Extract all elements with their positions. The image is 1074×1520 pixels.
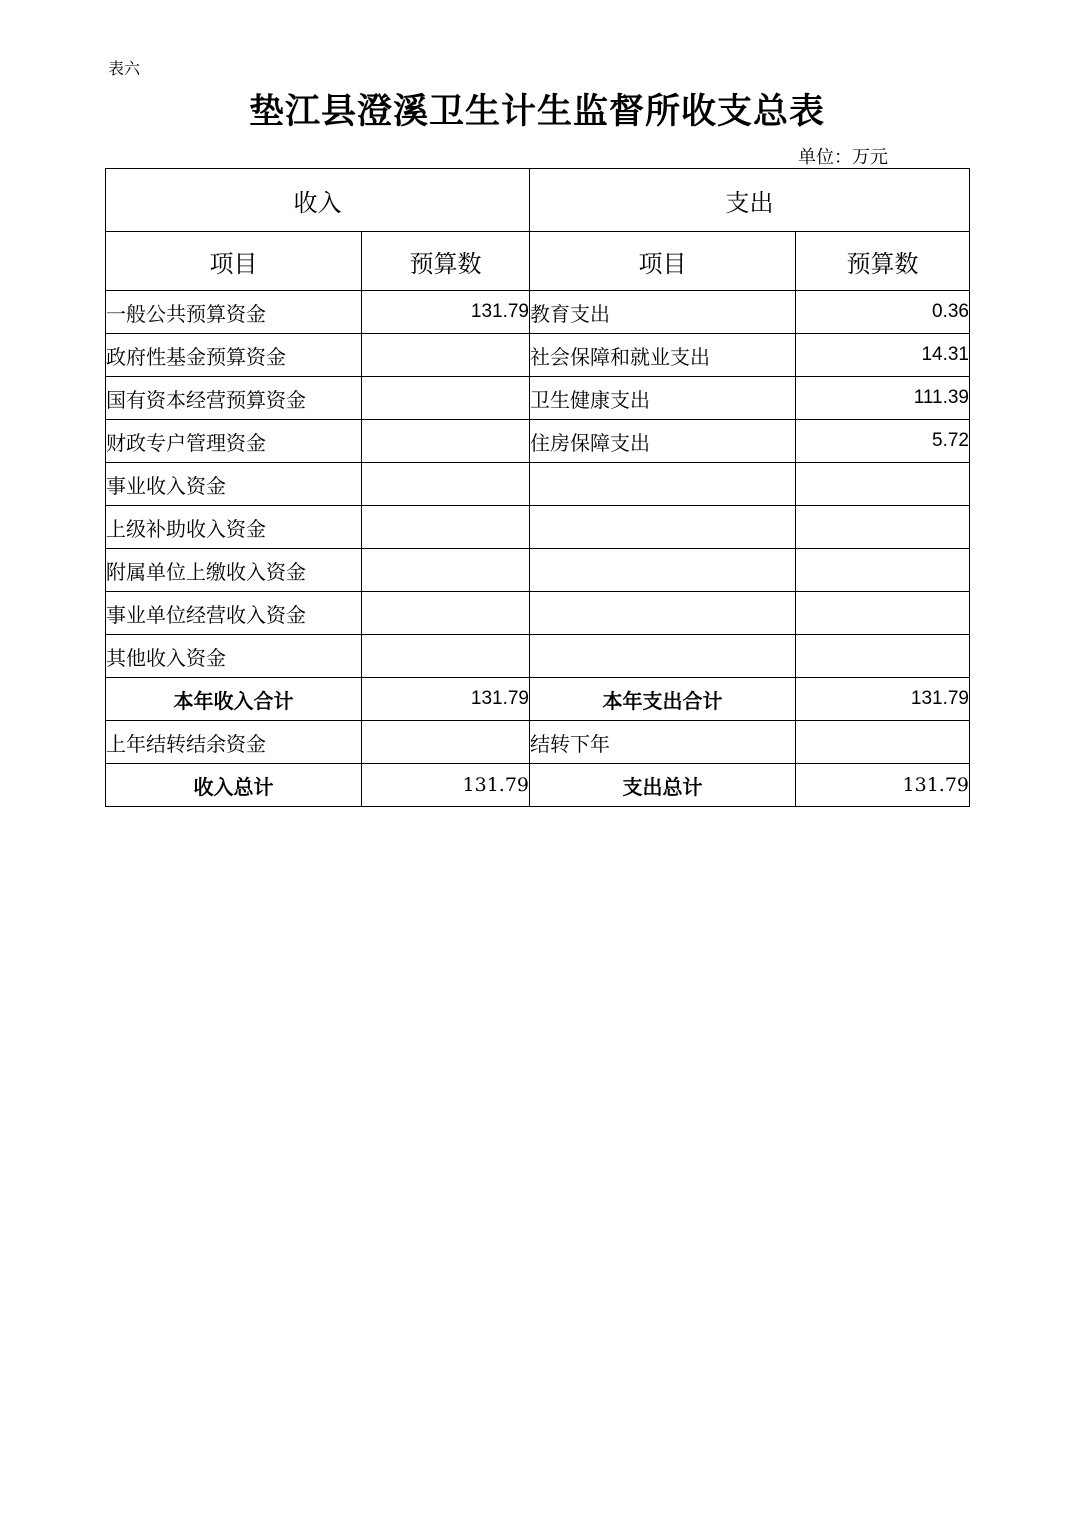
table-row bbox=[106, 506, 970, 549]
income-value-cell bbox=[362, 549, 530, 592]
income-grand-total-label: 收入总计 bbox=[106, 764, 362, 807]
income-value-cell bbox=[362, 592, 530, 635]
prior-year-carryover-value bbox=[362, 721, 530, 764]
expense-section-header: 支出 bbox=[530, 169, 970, 232]
expense-item-cell: 教育支出 bbox=[530, 291, 796, 334]
income-item-cell: 事业单位经营收入资金 bbox=[106, 592, 362, 635]
expense-item-cell: 社会保障和就业支出 bbox=[530, 334, 796, 377]
expense-item-cell bbox=[530, 592, 796, 635]
carry-to-next-year-label: 结转下年 bbox=[530, 721, 796, 764]
income-value-cell: 131.79 bbox=[362, 291, 530, 334]
income-value-cell bbox=[362, 377, 530, 420]
income-item-cell: 事业收入资金 bbox=[106, 463, 362, 506]
income-item-column-header: 项目 bbox=[106, 232, 362, 291]
table-row bbox=[106, 420, 970, 463]
table-row bbox=[106, 635, 970, 678]
income-section-header: 收入 bbox=[106, 169, 530, 232]
carryover-row bbox=[106, 721, 970, 764]
column-header-row bbox=[106, 232, 970, 291]
expense-value-cell: 0.36 bbox=[796, 291, 970, 334]
year-expense-total-value: 131.79 bbox=[796, 678, 970, 721]
table-row bbox=[106, 377, 970, 420]
expense-item-column-header: 项目 bbox=[530, 232, 796, 291]
expense-value-cell bbox=[796, 635, 970, 678]
revenue-expenditure-table bbox=[105, 168, 970, 807]
expense-item-cell bbox=[530, 506, 796, 549]
income-value-cell bbox=[362, 420, 530, 463]
income-value-cell bbox=[362, 463, 530, 506]
expense-value-cell: 111.39 bbox=[796, 377, 970, 420]
income-item-cell: 附属单位上缴收入资金 bbox=[106, 549, 362, 592]
expense-budget-column-header: 预算数 bbox=[796, 232, 970, 291]
year-total-row bbox=[106, 678, 970, 721]
expense-item-cell bbox=[530, 463, 796, 506]
expense-value-cell: 14.31 bbox=[796, 334, 970, 377]
income-item-cell: 政府性基金预算资金 bbox=[106, 334, 362, 377]
unit-label: 单位：万元 bbox=[798, 147, 888, 168]
expense-value-cell bbox=[796, 592, 970, 635]
expense-item-cell bbox=[530, 549, 796, 592]
income-grand-total-value: 131.79 bbox=[362, 764, 530, 807]
income-item-cell: 其他收入资金 bbox=[106, 635, 362, 678]
section-header-row bbox=[106, 169, 970, 232]
table-row bbox=[106, 334, 970, 377]
table-row bbox=[106, 291, 970, 334]
income-item-cell: 国有资本经营预算资金 bbox=[106, 377, 362, 420]
expense-value-cell: 5.72 bbox=[796, 420, 970, 463]
income-value-cell bbox=[362, 506, 530, 549]
table-number-label: 表六 bbox=[108, 59, 141, 78]
expense-value-cell bbox=[796, 463, 970, 506]
expense-item-cell bbox=[530, 635, 796, 678]
expense-value-cell bbox=[796, 549, 970, 592]
carry-to-next-year-value bbox=[796, 721, 970, 764]
income-item-cell: 上级补助收入资金 bbox=[106, 506, 362, 549]
expense-grand-total-value: 131.79 bbox=[796, 764, 970, 807]
table-row bbox=[106, 549, 970, 592]
table-row bbox=[106, 463, 970, 506]
table-row bbox=[106, 592, 970, 635]
income-value-cell bbox=[362, 635, 530, 678]
expense-item-cell: 住房保障支出 bbox=[530, 420, 796, 463]
income-budget-column-header: 预算数 bbox=[362, 232, 530, 291]
year-expense-total-label: 本年支出合计 bbox=[530, 678, 796, 721]
grand-total-row bbox=[106, 764, 970, 807]
year-income-total-value: 131.79 bbox=[362, 678, 530, 721]
income-item-cell: 财政专户管理资金 bbox=[106, 420, 362, 463]
expense-value-cell bbox=[796, 506, 970, 549]
document-title: 垫江县澄溪卫生计生监督所收支总表 bbox=[248, 91, 825, 132]
income-value-cell bbox=[362, 334, 530, 377]
expense-item-cell: 卫生健康支出 bbox=[530, 377, 796, 420]
year-income-total-label: 本年收入合计 bbox=[106, 678, 362, 721]
prior-year-carryover-label: 上年结转结余资金 bbox=[106, 721, 362, 764]
income-item-cell: 一般公共预算资金 bbox=[106, 291, 362, 334]
expense-grand-total-label: 支出总计 bbox=[530, 764, 796, 807]
